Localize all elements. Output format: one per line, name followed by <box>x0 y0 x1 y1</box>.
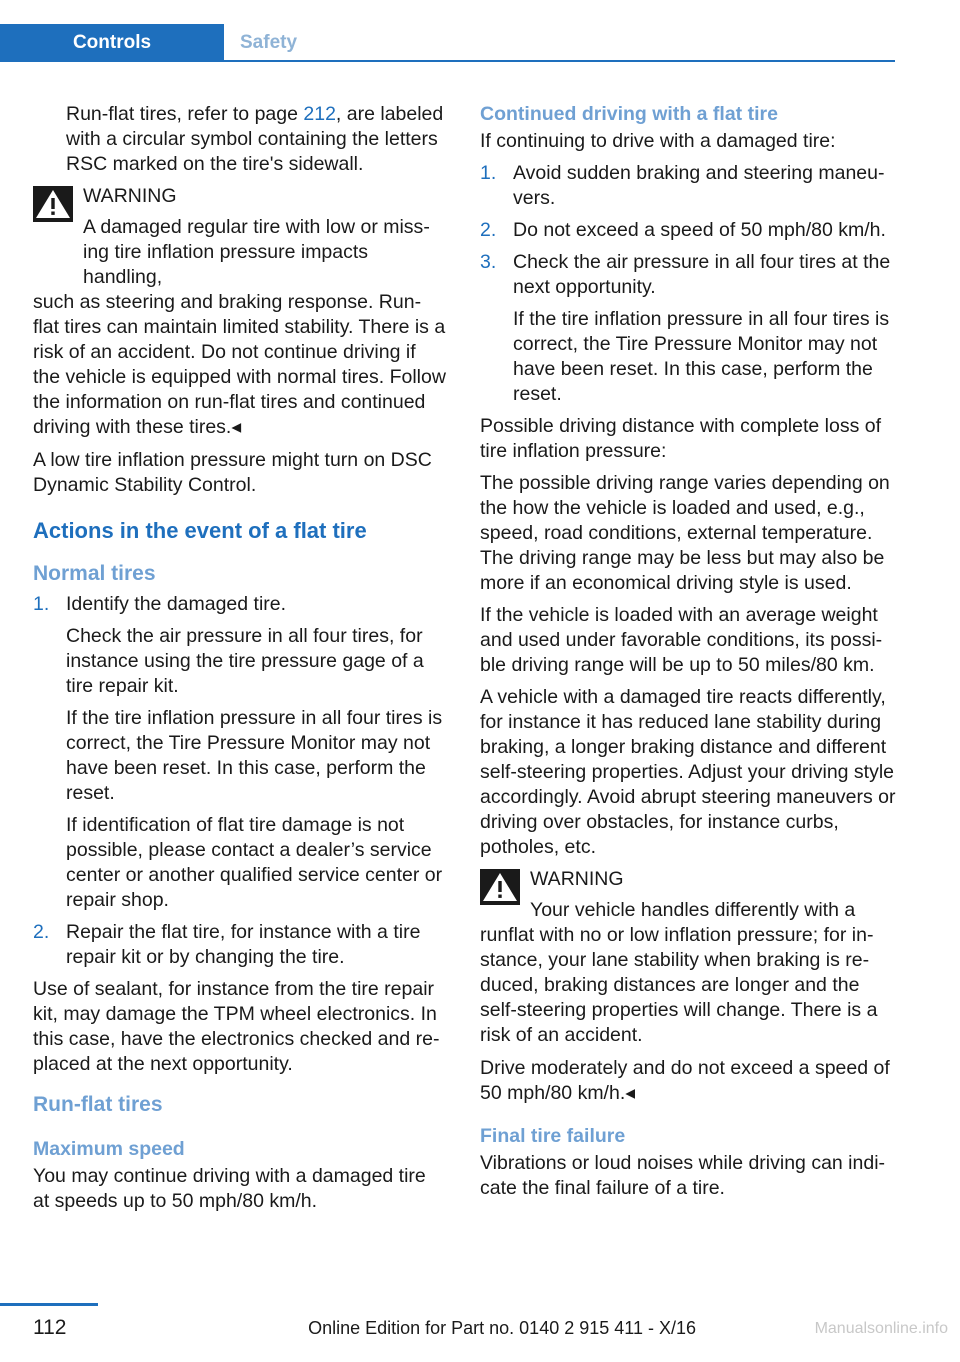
heading-continued-driving: Continued driving with a flat tire <box>480 103 778 125</box>
list-item: 1. Avoid sudden braking and steering maneuvers. <box>480 162 885 209</box>
edition-text: Online Edition for Part no. 0140 2 915 411 - X/16 <box>308 1318 696 1338</box>
warning-block-1 <box>33 184 447 440</box>
sealant-note: Use of sealant, for instance from the tire repair kit, may damage the TPM wheel electronics. In this case, have the electronics checked and replaced at the next opportunity. <box>33 978 440 1075</box>
watermark: Manualsonline.info <box>814 1320 948 1337</box>
list-item: 3. Check the air pressure in all four tires at the next opportunity. If the tire inflation pressure in all four tires is correct, the Tire Pressure Monitor may not have been reset. In this case, perform the reset. <box>480 251 891 405</box>
warning-block-2 <box>480 867 896 1048</box>
footer-rule <box>0 1303 98 1306</box>
tab-controls[interactable]: Controls <box>0 24 224 60</box>
page-link-212[interactable]: 212 <box>303 103 336 125</box>
distance-paragraph-1: The possible driving range varies depending on the how the vehicle is loaded and used, e.g., speed, road conditions, external temperature. The driving range may be less but may also be more if an economical driving style is used. <box>480 472 890 594</box>
heading-normal-tires: Normal tires <box>33 562 156 585</box>
section-tab-bar <box>0 24 895 62</box>
page-number: 112 <box>33 1316 67 1339</box>
max-speed-text: You may continue driving with a damaged tire at speeds up to 50 mph/80 km/h. <box>33 1165 426 1212</box>
normal-tires-steps <box>33 592 447 970</box>
right-column <box>480 102 896 1208</box>
continued-intro: If continuing to drive with a damaged tire: <box>480 130 836 152</box>
warning-text-first: Your vehicle handles differently with a <box>530 899 856 921</box>
warning-title: WARNING <box>530 868 624 890</box>
warning-followup: Drive moderately and do not exceed a speed of 50 mph/80 km/h.◂ <box>480 1057 890 1104</box>
list-item: 1. Identify the damaged tire. Check the air pressure in all four tires, for instance using the tire pressure gage of a tire repair kit. If the tire inflation pressure in all four tires is correct, the Tire Pressure Monitor may not have been reset. In this case, perform the reset. If identification of flat tire damage is not possible, please contact a dealer’s service center or another qualified service center or repair shop. <box>33 593 443 911</box>
distance-label: Possible driving distance with complete loss of tire inflation pressure: <box>480 415 882 462</box>
warning-text-rest: such as steering and braking response. Run-flat tires can maintain limited stability. There is a risk of an accident. Do not continue driving if the vehicle is equipped with normal tires. Follow the information on run-flat tires and continued driving with these tires.◂ <box>33 291 446 438</box>
warning-icon <box>480 869 520 905</box>
continued-steps <box>480 161 896 407</box>
dsc-note: A low tire inflation pressure might turn on DSC Dynamic Stability Control. <box>33 449 432 496</box>
heading-final-tire-failure: Final tire failure <box>480 1125 626 1147</box>
distance-paragraph-3: A vehicle with a damaged tire reacts differently, for instance it has reduced lane stability during braking, a longer braking distance and different self-steering properties. Adjust your driving style accordingly. Avoid abrupt steering maneuvers or driving over obstacles, for instance curbs, potholes, etc. <box>480 686 896 858</box>
warning-icon <box>33 186 73 222</box>
heading-run-flat-tires: Run-flat tires <box>33 1093 163 1116</box>
tab-underline <box>0 60 895 62</box>
warning-text-first: A damaged regular tire with low or missing tire inflation pressure impacts handling, <box>83 216 430 288</box>
heading-actions-flat-tire: Actions in the event of a flat tire <box>33 518 367 543</box>
list-item: 2. Do not exceed a speed of 50 mph/80 km/h. <box>480 219 886 241</box>
left-column <box>33 102 447 1221</box>
heading-maximum-speed: Maximum speed <box>33 1138 185 1160</box>
list-item: 2. Repair the flat tire, for instance with a tire repair kit or by changing the tire. <box>33 921 421 968</box>
distance-paragraph-2: If the vehicle is loaded with an average weight and used under favorable conditions, its possible driving range will be up to 50 miles/80 km. <box>480 604 883 676</box>
final-failure-text: Vibrations or loud noises while driving can indicate the final failure of a tire. <box>480 1152 886 1199</box>
tab-safety[interactable]: Safety <box>240 32 298 53</box>
runflat-intro: Run-flat tires, refer to page 212, are labeled with a circular symbol containing the letters RSC marked on the tire's sidewall. <box>66 103 444 175</box>
warning-text-rest: runflat with no or low inflation pressure; for instance, your lane stability when braking is reduced, braking distances are longer and the self-steering properties will change. There is a risk of an accident. <box>480 924 878 1046</box>
warning-title: WARNING <box>83 185 177 207</box>
